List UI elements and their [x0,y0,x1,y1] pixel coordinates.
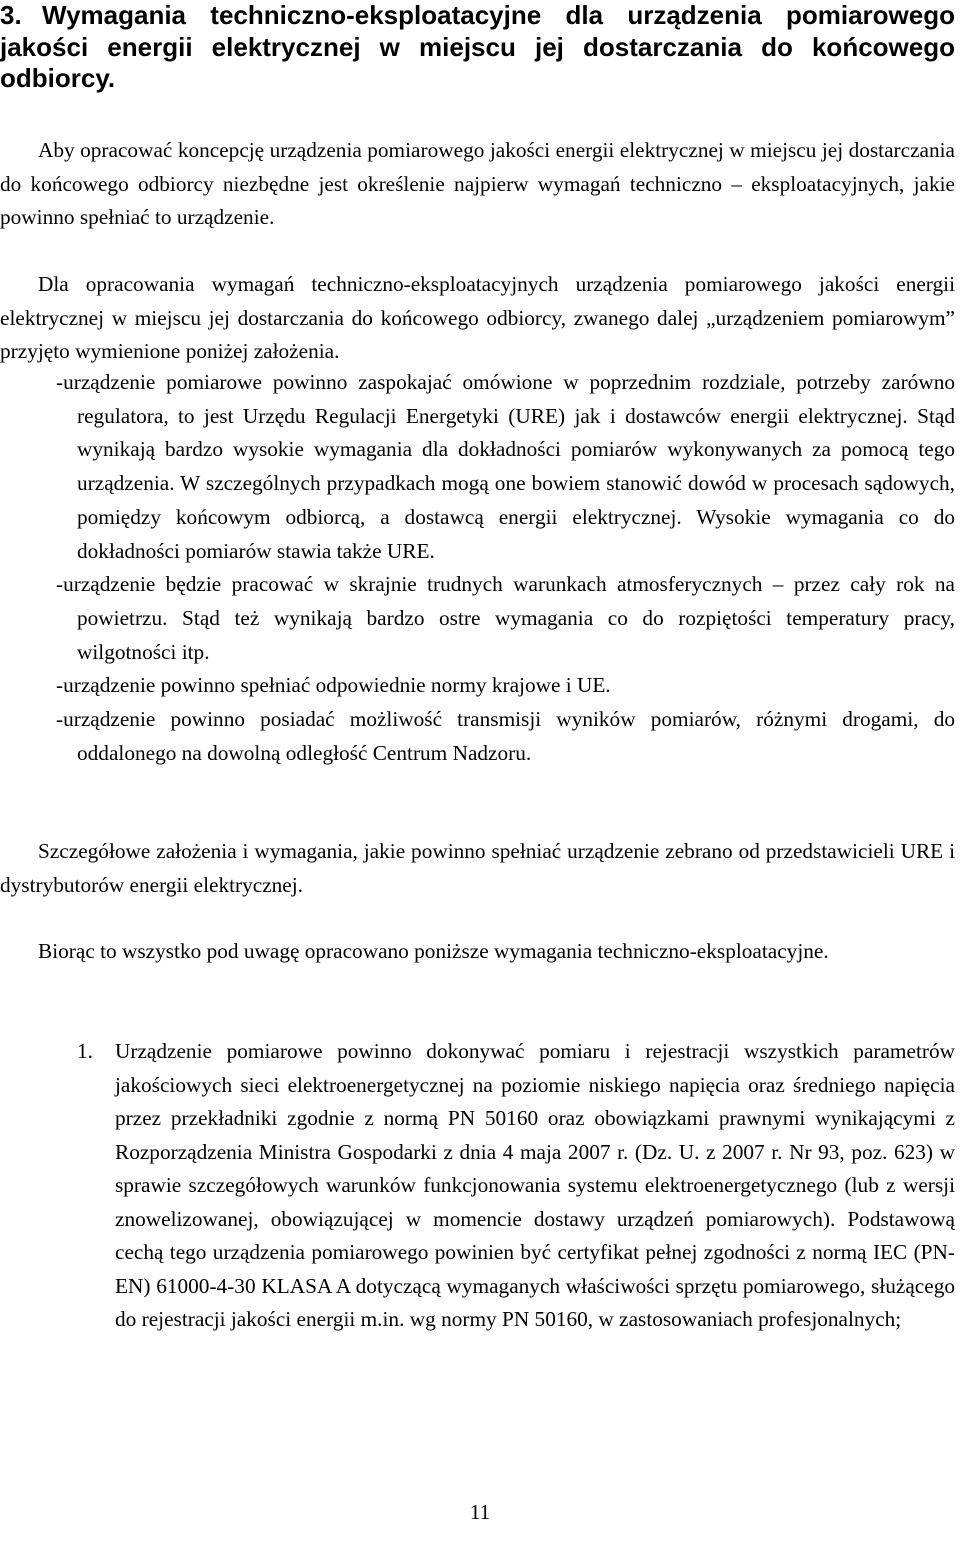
section-number: 3. [0,0,22,30]
assumptions-list [0,366,955,770]
list-item-text: Urządzenie pomiarowe powinno dokonywać pomiaru i rejestracji wszystkich parametrów jakościowych sieci elektroenergetycznej na poziomie niskiego napięcia oraz średniego napięcia przez przekładniki zgodnie z normą PN 50160 oraz obowiązkami prawnymi wynikającymi z Rozporządzenia Ministra Gospodarki z dnia 4 maja 2007 r. (Dz. U. z 2007 r. Nr 93, poz. 623) w sprawie szczegółowych warunków funkcjonowania systemu elektroenergetycznego (lub z wersji znowelizowanej, obowiązującej w momencie dostawy urządzeń pomiarowych). Podstawową cechą tego urządzenia pomiarowego powinien być certyfikat pełnej zgodności z normą IEC (PN-EN) 61000-4-30 KLASA A dotyczącą wymaganych właściwości sprzętu pomiarowego, służącego do rejestracji jakości energii m.in. wg normy PN 50160, w zastosowaniach profesjonalnych; [115,1039,955,1331]
list-item: -urządzenie powinno posiadać możliwość transmisji wyników pomiarów, różnymi drogami, do oddalonego na dowolną odległość Centrum Nadzoru. [56,707,955,765]
section-title: Wymagania techniczno-eksploatacyjne dla urządzenia pomiarowego jakości energii elektrycznej w miejscu jej dostarczania do końcowego odbiorcy. [0,0,955,93]
summary-paragraph: Biorąc to wszystko pod uwagę opracowano poniższe wymagania techniczno-eksploatacyjne. [38,939,829,963]
assumptions-paragraph: Dla opracowania wymagań techniczno-eksploatacyjnych urządzenia pomiarowego jakości energii elektrycznej w miejscu jej dostarczania do końcowego odbiorcy, zwanego dalej „urządzeniem pomiarowym” przyjęto wymienione poniżej założenia. [0,272,955,363]
requirements-list [0,1035,955,1337]
section-heading [0,0,955,95]
list-item-number: 1. [77,1039,93,1063]
page-number: 11 [469,1500,491,1524]
list-item: -urządzenie będzie pracować w skrajnie trudnych warunkach atmosferycznych – przez cały rok na powietrzu. Stąd też wynikają bardzo ostre wymagania co do rozpiętości temperatury pracy, wilgotności itp. [56,572,955,664]
list-item: -urządzenie powinno spełniać odpowiednie normy krajowe i UE. [56,673,611,698]
intro-paragraph: Aby opracować koncepcję urządzenia pomiarowego jakości energii elektrycznej w miejscu jej dostarczania do końcowego odbiorcy niezbędne jest określenie najpierw wymagań techniczno – eksploatacyjnych, jakie powinno spełniać to urządzenie. [0,138,955,229]
list-item [0,1035,955,1337]
list-item: -urządzenie pomiarowe powinno zaspokajać omówione w poprzednim rozdziale, potrzeby zarówno regulatora, to jest Urzędu Regulacji Energetyki (URE) jak i dostawców energii elektrycznej. Stąd wynikają bardzo wysokie wymagania dla dokładności pomiarów wykonywanych za pomocą tego urządzenia. W szczególnych przypadkach mogą one bowiem stanowić dowód w procesach sądowych, pomiędzy końcowym odbiorcą, a dostawcą energii elektrycznej. Wysokie wymagania co do dokładności pomiarów stawia także URE. [56,370,955,563]
details-paragraph: Szczegółowe założenia i wymagania, jakie powinno spełniać urządzenie zebrano od przedstawicieli URE i dystrybutorów energii elektrycznej. [0,839,955,897]
